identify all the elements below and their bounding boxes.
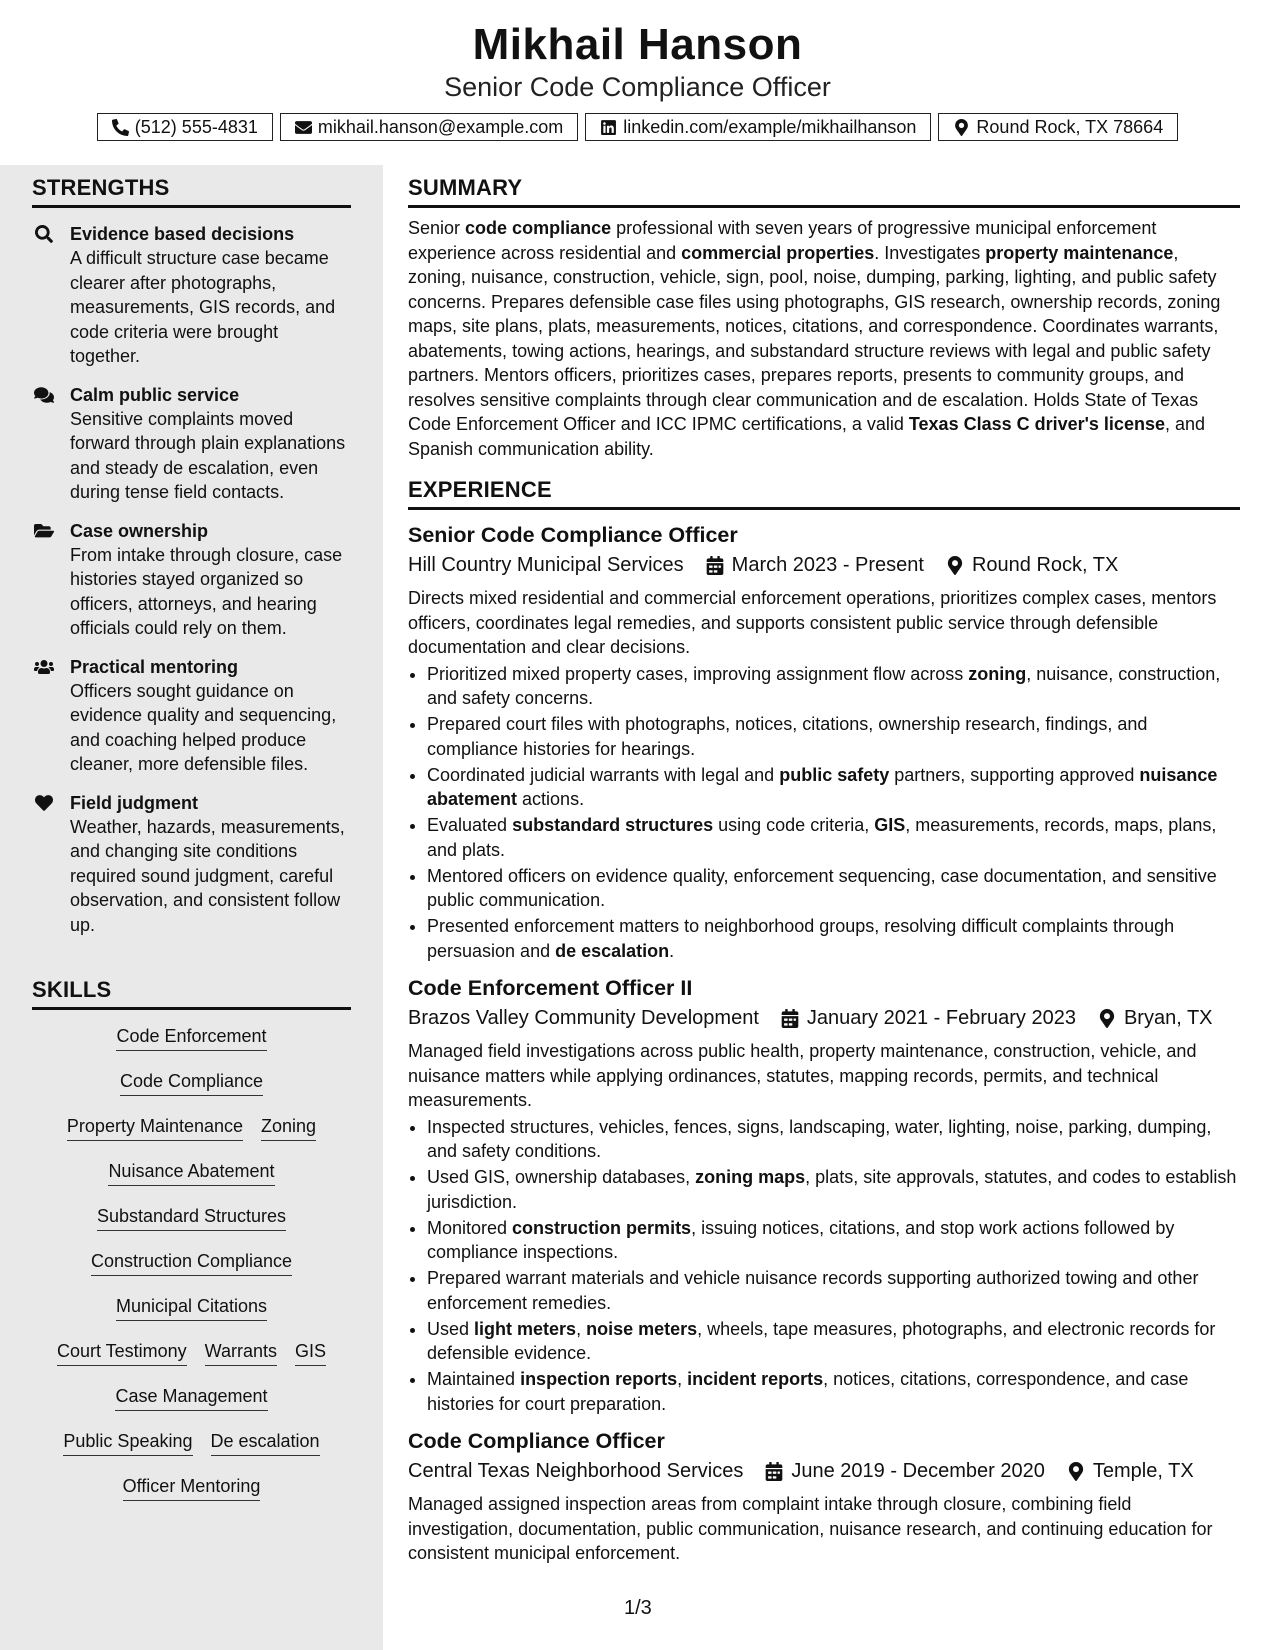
skill-tag: De escalation <box>211 1429 320 1456</box>
skill-row <box>32 1249 351 1294</box>
location-pin-icon <box>1076 1009 1124 1028</box>
job-bullets <box>408 662 1240 964</box>
calendar-icon <box>684 556 732 575</box>
strengths-heading: STRENGTHS <box>32 175 351 208</box>
strength-desc: A difficult structure case became clearer after photographs, measurements, GIS records, and code criteria were brought together. <box>70 248 336 366</box>
contact-linkedin[interactable] <box>585 113 931 141</box>
job-org: Central Texas Neighborhood Services <box>408 1460 744 1482</box>
jobs-list <box>408 520 1240 1566</box>
skill-row <box>32 1474 351 1519</box>
contact-location[interactable] <box>938 113 1178 141</box>
comments-icon <box>32 383 70 505</box>
skill-tag: Municipal Citations <box>116 1294 267 1321</box>
job-meta <box>408 550 1240 580</box>
phone-icon <box>112 119 129 136</box>
strength-desc: Weather, hazards, measurements, and changing site conditions required sound judgment, careful observation, and consistent follow up. <box>70 816 345 935</box>
strength-item <box>32 791 351 938</box>
search-icon <box>32 222 70 369</box>
job-bullet: • Prepared court files with photographs, notices, citations, ownership research, findings, and compliance histories for hearings. <box>427 712 1240 761</box>
job-bullet: • Inspected structures, vehicles, fences, signs, landscaping, water, lighting, noise, parking, dumping, and safety conditions. <box>427 1115 1240 1164</box>
job-bullet: • Used GIS, ownership databases, zoning maps, plats, site approvals, statutes, and codes to establish jurisdiction. <box>427 1165 1240 1214</box>
resume-header <box>0 0 1275 165</box>
strength-desc: Sensitive complaints moved forward through plain explanations and steady de escalation, even during tense field contacts. <box>70 408 346 502</box>
job-org: Hill Country Municipal Services <box>408 554 684 576</box>
strengths-section <box>32 175 351 937</box>
strength-title: Evidence based decisions <box>70 224 295 244</box>
job-bullet: • Mentored officers on evidence quality, enforcement sequencing, case documentation, and sensitive public communication. <box>427 864 1240 913</box>
contact-text: (512) 555-4831 <box>134 117 258 137</box>
strength-desc: Officers sought guidance on evidence quality and sequencing, and coaching helped produce cleaner, more defensible files. <box>70 680 337 774</box>
summary-text: Senior code compliance professional with seven years of progressive municipal enforcement experience across residential and commercial properties. Investigates property maintenance, zoning, nuisance, construction, vehicle, sign, pool, noise, dumping, parking, lighting, and public safety concerns. Prepares defensible case files using photographs, GIS research, ownership records, zoning maps, site plans, plats, measurements, notices, citations, and correspondence. Coordinates warrants, abatements, towing actions, hearings, and substandard structure reviews with legal and public safety partners. Mentors officers, prioritizes cases, prepares reports, presents to community groups, and resolves sensitive complaints through clear communication and de escalation. Holds State of Texas Code Enforcement Officer and ICC IPMC certifications, a valid Texas Class C driver's license, and Spanish communication ability. <box>408 218 1221 459</box>
skill-row <box>32 1069 351 1114</box>
strength-item <box>32 519 351 641</box>
skill-tag: Substandard Structures <box>97 1204 286 1231</box>
job-title: Code Enforcement Officer II <box>408 976 693 1000</box>
job-bullet: • Presented enforcement matters to neighborhood groups, resolving difficult complaints through persuasion and de escalation. <box>427 914 1240 963</box>
job-title: Code Compliance Officer <box>408 1429 665 1453</box>
skill-tag: Officer Mentoring <box>123 1474 261 1501</box>
skills-heading: SKILLS <box>32 977 351 1010</box>
skill-tag: Case Management <box>115 1384 267 1411</box>
job-dates: March 2023 - Present <box>731 554 924 576</box>
calendar-icon <box>743 1462 791 1481</box>
email-icon <box>295 119 312 136</box>
skills-list <box>32 1024 351 1519</box>
job-dates: January 2021 - February 2023 <box>806 1007 1076 1029</box>
skill-tag: Court Testimony <box>57 1339 187 1366</box>
skill-row <box>32 1204 351 1249</box>
job-bullet: • Prioritized mixed property cases, improving assignment flow across zoning, nuisance, construction, and safety concerns. <box>427 662 1240 711</box>
users-icon <box>32 655 70 777</box>
skill-tag: Property Maintenance <box>67 1114 243 1141</box>
strength-item <box>32 655 351 777</box>
heart-icon <box>32 791 70 938</box>
job-location: Temple, TX <box>1092 1460 1194 1482</box>
calendar-icon <box>759 1009 807 1028</box>
job-entry <box>408 973 1240 1416</box>
job-bullets <box>408 1115 1240 1417</box>
job-bullet: • Coordinated judicial warrants with legal and public safety partners, supporting approved nuisance abatement actions. <box>427 763 1240 812</box>
main-content <box>408 165 1240 1566</box>
contact-phone[interactable] <box>97 113 273 141</box>
job-description: Directs mixed residential and commercial enforcement operations, prioritizes complex cases, mentors officers, coordinates legal remedies, and supports consistent public service through defensible documentation and clear decisions. <box>408 588 1217 657</box>
strength-item <box>32 222 351 369</box>
skill-tag: Nuisance Abatement <box>108 1159 274 1186</box>
skill-row <box>32 1384 351 1429</box>
job-meta <box>408 1003 1240 1033</box>
strength-title: Calm public service <box>70 384 240 405</box>
job-description: Managed assigned inspection areas from complaint intake through closure, combining field investigation, documentation, public communication, nuisance research, and continuing education for consistent municipal enforcement. <box>408 1494 1213 1563</box>
strength-title: Practical mentoring <box>70 656 239 677</box>
experience-section <box>408 477 1240 1566</box>
summary-heading: SUMMARY <box>408 175 1240 208</box>
skill-tag: Zoning <box>261 1114 316 1141</box>
job-meta <box>408 1456 1240 1486</box>
strength-title: Case ownership <box>70 520 209 541</box>
location-pin-icon <box>953 119 970 136</box>
contact-email[interactable] <box>280 113 578 141</box>
job-bullet: • Prepared warrant materials and vehicle nuisance records supporting authorized towing and other enforcement remedies. <box>427 1266 1240 1315</box>
job-bullet: • Maintained inspection reports, incident reports, notices, citations, correspondence, and case histories for court preparation. <box>427 1367 1240 1416</box>
candidate-name: Mikhail Hanson <box>472 20 803 69</box>
strength-item <box>32 383 351 505</box>
contact-text: linkedin.com/example/mikhailhanson <box>623 117 917 137</box>
skill-tag: Construction Compliance <box>91 1249 292 1276</box>
job-title: Senior Code Compliance Officer <box>408 523 738 547</box>
skill-row <box>32 1159 351 1204</box>
summary-section <box>408 175 1240 461</box>
job-bullet: • Evaluated substandard structures using code criteria, GIS, measurements, records, maps, plans, and plats. <box>427 813 1240 862</box>
skill-tag: Code Enforcement <box>116 1024 266 1051</box>
job-description: Managed field investigations across public health, property maintenance, construction, vehicle, and nuisance matters while applying ordinances, statutes, mapping records, permits, and technical measurements. <box>408 1041 1197 1110</box>
job-location: Bryan, TX <box>1123 1007 1213 1029</box>
strength-desc: From intake through closure, case histories stayed organized so officers, attorneys, and hearing officials could rely on them. <box>70 544 343 638</box>
skill-tag: Public Speaking <box>63 1429 192 1456</box>
skill-row <box>32 1114 351 1159</box>
linkedin-icon <box>600 119 617 136</box>
location-pin-icon <box>924 556 972 575</box>
job-entry <box>408 1426 1240 1566</box>
candidate-title: Senior Code Compliance Officer <box>444 72 831 102</box>
skill-row <box>32 1429 351 1474</box>
skill-tag: Warrants <box>205 1339 277 1366</box>
contact-bar <box>0 113 1275 141</box>
contact-text: mikhail.hanson@example.com <box>317 117 564 137</box>
job-bullet: • Monitored construction permits, issuing notices, citations, and stop work actions followed by compliance inspections. <box>427 1216 1240 1265</box>
job-entry <box>408 520 1240 963</box>
job-location: Round Rock, TX <box>971 554 1119 576</box>
job-org: Brazos Valley Community Development <box>408 1007 759 1029</box>
location-pin-icon <box>1045 1462 1093 1481</box>
contact-text: Round Rock, TX 78664 <box>976 117 1164 137</box>
skill-row <box>32 1339 351 1384</box>
experience-heading: EXPERIENCE <box>408 477 1240 510</box>
strength-title: Field judgment <box>70 792 198 813</box>
job-bullet: • Used light meters, noise meters, wheels, tape measures, photographs, and electronic records for defensible evidence. <box>427 1317 1240 1366</box>
sidebar <box>0 165 383 1650</box>
job-dates: June 2019 - December 2020 <box>791 1460 1045 1482</box>
skills-section <box>32 977 351 1519</box>
skill-row <box>32 1024 351 1069</box>
folder-open-icon <box>32 519 70 641</box>
page-number: 1/3 <box>624 1597 652 1619</box>
skill-tag: Code Compliance <box>120 1069 263 1096</box>
skill-row <box>32 1294 351 1339</box>
skill-tag: GIS <box>295 1339 326 1366</box>
